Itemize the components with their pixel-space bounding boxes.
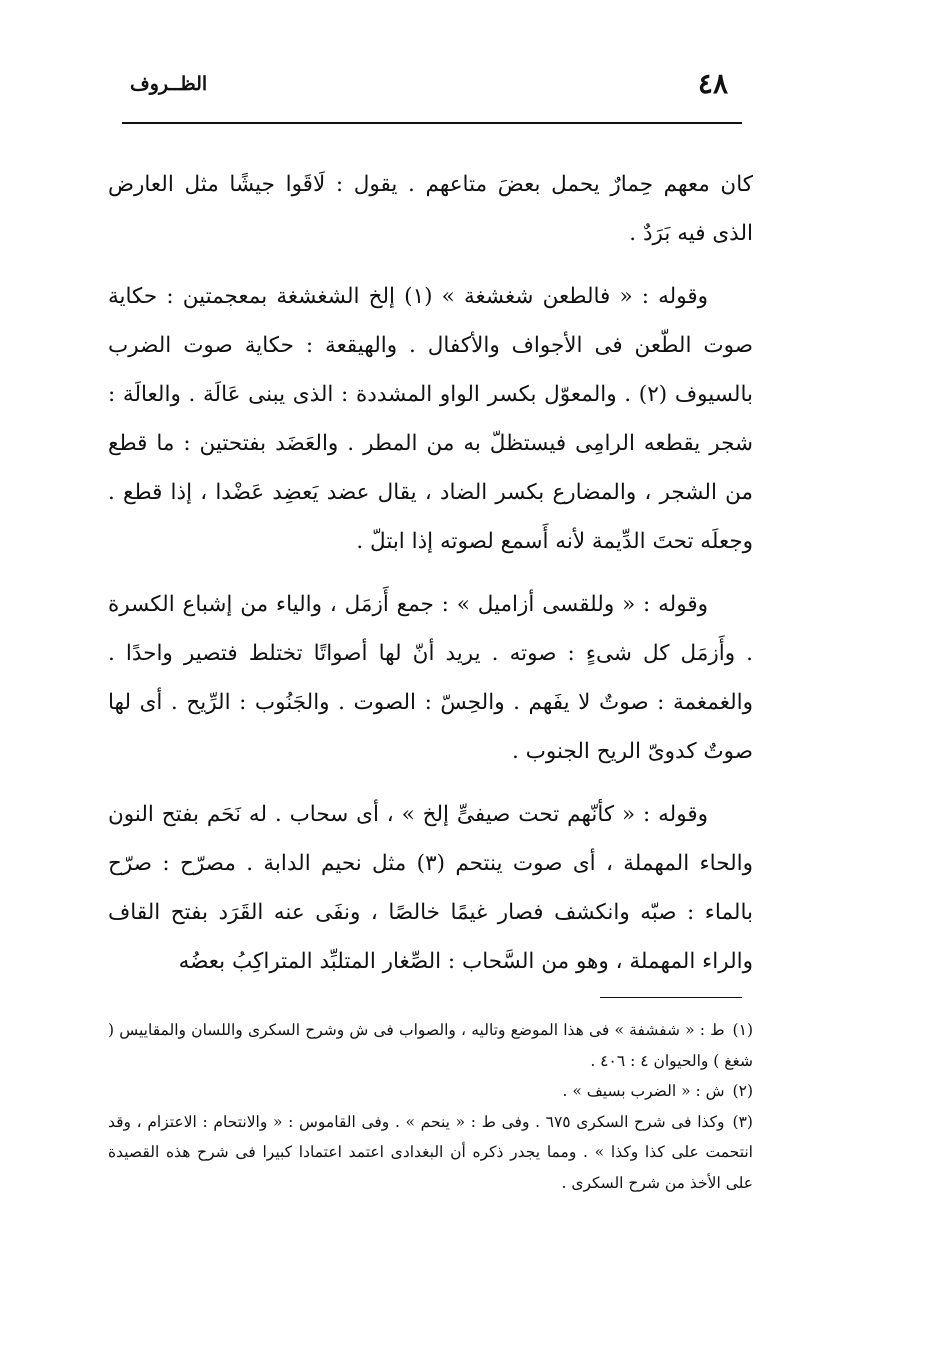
footnotes <box>108 1015 753 1198</box>
header-rule <box>122 122 742 124</box>
footnote-rule <box>600 997 742 998</box>
footnote-3 <box>108 1107 753 1199</box>
footnote-3-marker: (٣) <box>732 1112 753 1131</box>
footnote-3-text: وكذا فى شرح السكرى ٦٧٥ . وفى ط : « ينحم » . وفى القاموس : « والانتحام : الاعتزام ، وقد انتحمت على كذا وكذا » . ومما يجدر ذكره أن البغدادى اعتمد اعتمادا كبيرا فى شرح هذه القصيدة على الأخذ من شرح السكرى . <box>108 1112 753 1192</box>
paragraph-1: كان معهم حِمارٌ يحمل بعضَ متاعهم . يقول : لَاقَوا جيشًا مثل العارض الذى فيه بَرَدٌ . <box>108 172 753 246</box>
footnote-2-text: ش : « الضرب بسيف » . <box>562 1082 725 1100</box>
footnote-1 <box>108 1015 753 1076</box>
footnote-1-marker: (١) <box>732 1021 753 1039</box>
paragraph-3: وقوله : « وللقسى أزاميل » : جمع أَزمَل ، والياء من إشباع الكسرة . وأَزمَل كل شىءٍ : صوته . يريد أنّ لها أصواتًا تختلط فتصير واحدًا . والغمغمة : صوتٌ لا يفَهم . والحِسّ : الصوت . والجَنُوب : الرِّيح . أى لها صوتٌ كدوىّ الريح الجنوب . <box>108 592 753 764</box>
footnote-1-text: ط : « شفشفة » فى هذا الموضع وتاليه ، والصواب فى ش وشرح السكرى واللسان والمقاييس ( شغغ ) والحيوان ٤ : ٤٠٦ . <box>108 1021 753 1070</box>
page-number: ٤٨ <box>697 67 728 100</box>
paragraph-2: وقوله : « فالطعن شغشغة » (١) إلخ الشغشغة بمعجمتين : حكاية صوت الطّعن فى الأجواف والأكفال . والهيقعة : حكاية صوت الضرب بالسيوف (٢) . والمعوّل بكسر الواو المشددة : الذى يبنى عَالَة . والعالَة : شجر يقطعه الرامِى فيستظلّ به من المطر . والعَضَد بفتحتين : ما قطع من الشجر ، والمضارع بكسر الضاد ، يقال عضد يَعضِد عَضْدا ، إذا قطع . وجعلَه تحتَ الدِّيمة لأنه أَسمع لصوته إذا ابتلّ . <box>108 284 753 554</box>
footnote-2 <box>108 1076 753 1107</box>
running-title: الظــروف <box>130 73 208 95</box>
footnote-2-marker: (٢) <box>732 1082 753 1100</box>
paragraph-4: وقوله : « كأنّهم تحت صيفىٍّ إلخ » ، أى سحاب . له نَحَم بفتح النون والحاء المهملة ، أى صوت ينتحم (٣) مثل نحيم الدابة . مصرّح : صرّح بالماء : صبّه وانكشف فصار غيمًا خالصًا ، ونفَى عنه القَرَد بفتح القاف والراء المهملة ، وهو من السَّحاب : الصِّغار المتلبِّد المتراكِبُ بعضُه <box>108 802 753 974</box>
page-header <box>120 62 740 106</box>
main-text <box>108 160 753 1000</box>
